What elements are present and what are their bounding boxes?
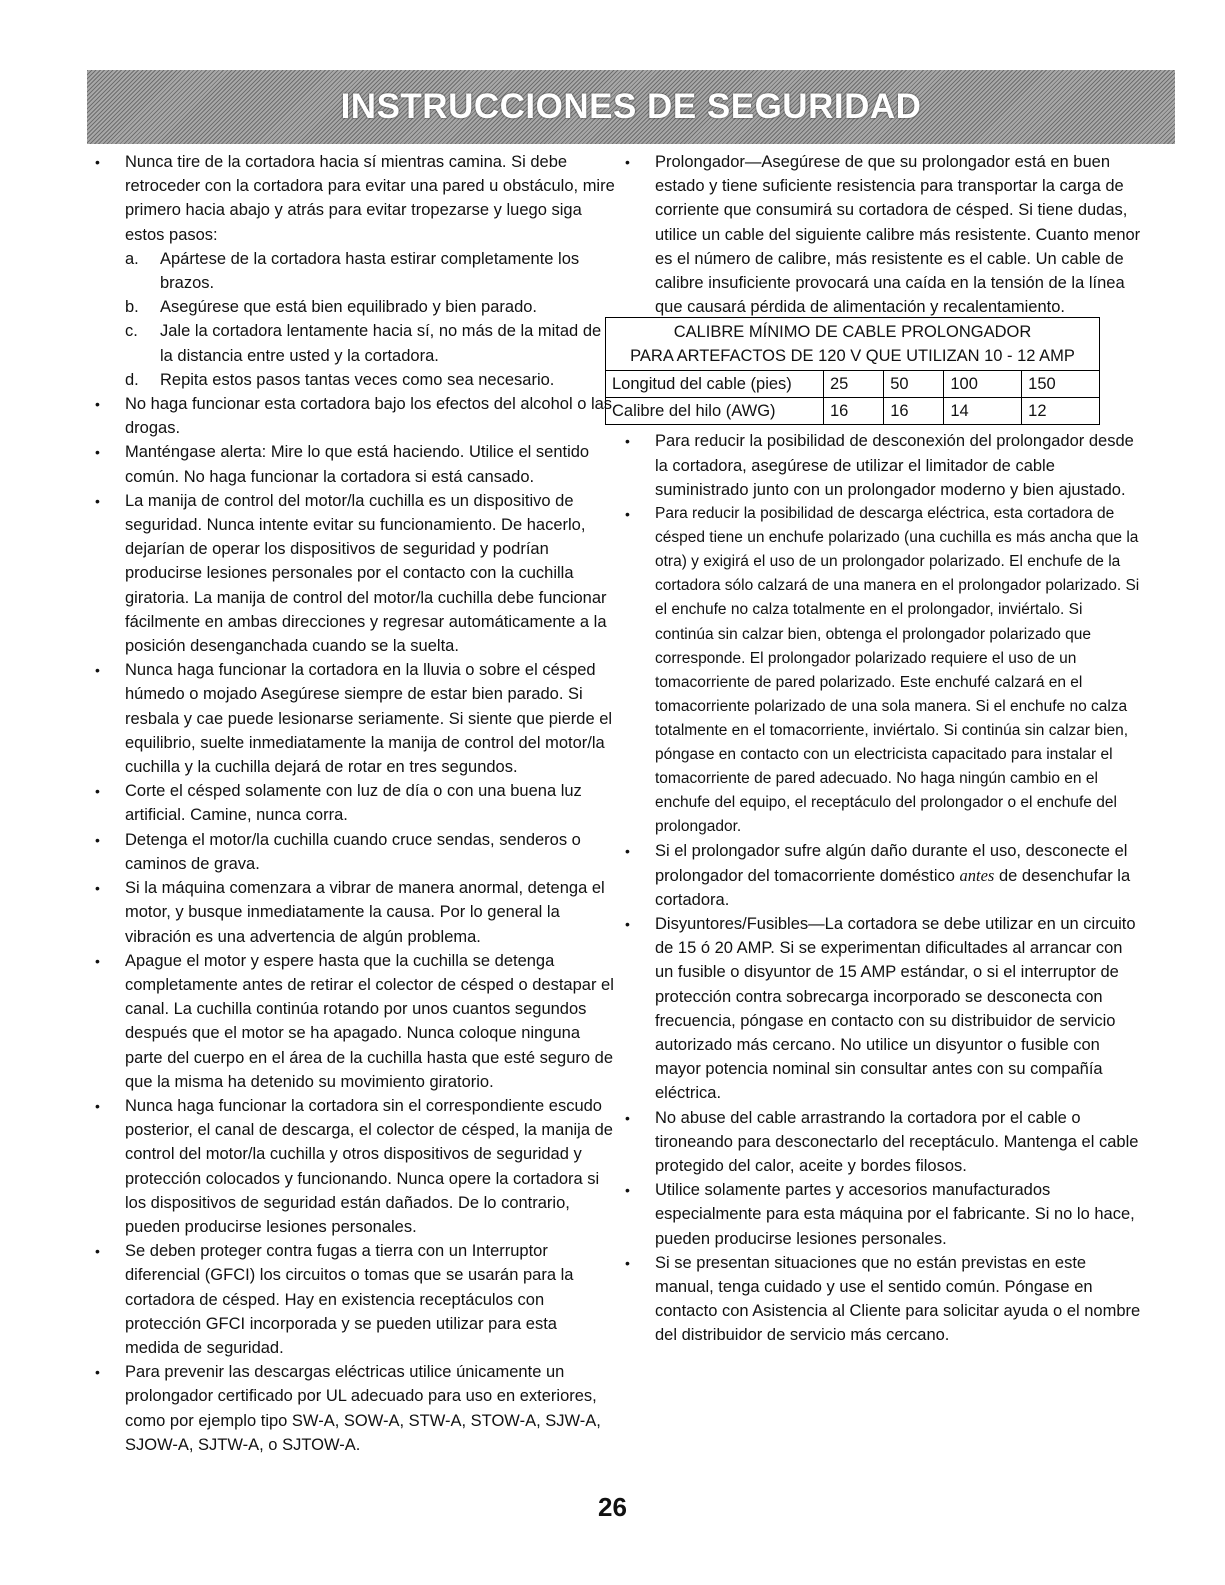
list-item bbox=[95, 150, 615, 392]
table-cell: 100 bbox=[944, 371, 1022, 398]
gauge-table bbox=[605, 370, 1100, 425]
left-column bbox=[95, 150, 615, 1457]
list-item: • Apague el motor y espere hasta que la cuchilla se detenga completamente antes de retirar el colector de césped o destapar el canal. La cuchilla continúa rotando por unos cuantos segundos después que el motor se ha apagado. Nunca coloque ninguna parte del cuerpo en el área de la cuchilla hasta que esté seguro de que la misma ha detenido su movimiento giratorio. bbox=[95, 949, 615, 1094]
row-label: Longitud del cable (pies) bbox=[606, 371, 824, 398]
list-item: • Para reducir la posibilidad de desconexión del prolongador desde la cortadora, asegúrese de utilizar el limitador de cable suministrado junto con un prolongador moderno y bien ajustado. bbox=[625, 429, 1145, 502]
emphasis-text: antes bbox=[959, 865, 995, 885]
table-cell: 16 bbox=[824, 398, 884, 425]
table-row bbox=[606, 398, 1100, 425]
item-text: de desenchufar la cortadora. bbox=[655, 866, 1131, 909]
list-item: • Manténgase alerta: Mire lo que está haciendo. Utilice el sentido común. No haga funcionar la cortadora si está cansado. bbox=[95, 440, 615, 488]
sub-text: Apártese de la cortadora hasta estirar completamente los brazos. bbox=[160, 249, 580, 293]
list-item: • Utilice solamente partes y accesorios manufacturados especialmente para esta máquina por el fabricante. Si no lo hace, pueden producirse lesiones personales. bbox=[625, 1178, 1145, 1251]
list-item: • Para reducir la posibilidad de descarga eléctrica, esta cortadora de césped tiene un enchufe polarizado (una cuchilla es más ancha que la otra) y exigirá el uso de un prolongador polarizado. El enchufe de la cortadora sólo calzará de una manera en el prolongador polarizado. Si el enchufe no calza totalmente en el prolongador, inviértalo. Si continúa sin calzar bien, obtenga el prolongador polarizado que corresponde. El prolongador polarizado requiere el uso de un tomacorriente de pared polarizado. Este enchufé calzará en el tomacorriente polarizado de una sola manera. Si el enchufe no calza totalmente en el tomacorriente, inviértalo. Si continúa sin calzar bien, póngase en contacto con un electricista capacitado para instalar el tomacorriente de pared adecuado. No haga ningún cambio en el enchufe del equipo, el receptáculo del prolongador o el enchufe del prolongador. bbox=[625, 502, 1145, 839]
section-banner bbox=[87, 70, 1175, 144]
safety-list-right bbox=[625, 150, 1145, 319]
list-item: • Se deben proteger contra fugas a tierra con un Interruptor diferencial (GFCI) los circuitos o tomas que se usarán para la cortadora de césped. Hay en existencia receptáculos con protección GFCI incorporada y se pueden utilizar para esta medida de seguridad. bbox=[95, 1239, 615, 1360]
sub-letter: b. bbox=[125, 298, 139, 317]
list-item: • No haga funcionar esta cortadora bajo los efectos del alcohol o las drogas. bbox=[95, 392, 615, 440]
list-item: • La manija de control del motor/la cuchilla es un dispositivo de seguridad. Nunca intente evitar su funcionamiento. De hacerlo, dejarían de operar los dispositivos de seguridad y podrían producirse lesiones personales por el contacto con la cuchilla giratoria. La manija de control del motor/la cuchilla debe funcionar fácilmente en ambas direcciones y regresar automáticamente a la posición desenganchada cuando se la suelta. bbox=[95, 489, 615, 658]
sub-text: Repita estos pasos tantas veces como sea necesario. bbox=[160, 370, 555, 389]
safety-list-right-cont bbox=[625, 429, 1145, 1347]
row-label: Calibre del hilo (AWG) bbox=[606, 398, 824, 425]
list-item: • Detenga el motor/la cuchilla cuando cruce sendas, senderos o caminos de grava. bbox=[95, 828, 615, 876]
item-text: Si el prolongador sufre algún daño durante el uso, desconecte el prolongador del tomacorriente doméstico bbox=[655, 842, 1128, 885]
sub-text: Jale la cortadora lentamente hacia sí, no más de la mitad de la distancia entre usted y la cortadora. bbox=[160, 322, 602, 365]
safety-list-left bbox=[95, 150, 615, 1457]
table-row bbox=[606, 371, 1100, 398]
page-title: INSTRUCCIONES DE SEGURIDAD bbox=[340, 87, 922, 126]
right-column bbox=[612, 150, 1145, 1348]
list-item: • Disyuntores/Fusibles—La cortadora se debe utilizar en un circuito de 15 ó 20 AMP. Si se experimentan dificultades al arrancar con un fusible o disyuntor de 15 AMP estándar, o si el interruptor de protección contra sobrecarga incorporado se desconecta con frecuencia, póngase en contacto con su distribuidor de servicio autorizado más cercano. No utilice un disyuntor o fusible con mayor potencia nominal sin consultar antes con su compañía eléctrica. bbox=[625, 912, 1145, 1106]
table-cell: 50 bbox=[884, 371, 944, 398]
list-item: • Corte el césped solamente con luz de día o con una buena luz artificial. Camine, nunca corra. bbox=[95, 779, 615, 827]
sub-letter: c. bbox=[125, 322, 138, 341]
list-item: • Nunca haga funcionar la cortadora sin el correspondiente escudo posterior, el canal de descarga, el colector de césped, la manija de control del motor/la cuchilla y otros dispositivos de seguridad y protección colocados y funcionando. Nunca opere la cortadora si los dispositivos de seguridad están dañados. De lo contrario, pueden producirse lesiones personales. bbox=[95, 1094, 615, 1239]
table-cell: 25 bbox=[824, 371, 884, 398]
list-item: • No abuse del cable arrastrando la cortadora por el cable o tironeando para desconectarlo del receptáculo. Mantenga el cable protegido del calor, aceite y bordes filosos. bbox=[625, 1106, 1145, 1179]
list-item: • Si la máquina comenzara a vibrar de manera anormal, detenga el motor, y busque inmediatamente la causa. Por lo general la vibración es una advertencia de algún problema. bbox=[95, 876, 615, 949]
table-header bbox=[605, 317, 1100, 370]
sub-item bbox=[125, 368, 615, 392]
list-item: • Para prevenir las descargas eléctricas utilice únicamente un prolongador certificado por UL adecuado para uso en exteriores, como por ejemplo tipo SW-A, SOW-A, STW-A, STOW-A, SJW-A, SJOW-A, SJTW-A, o SJTOW-A. bbox=[95, 1360, 615, 1457]
list-item bbox=[625, 839, 1145, 912]
table-cell: 150 bbox=[1022, 371, 1100, 398]
sub-text: Asegúrese que está bien equilibrado y bien parado. bbox=[160, 298, 538, 317]
table-cell: 12 bbox=[1022, 398, 1100, 425]
table-cell: 16 bbox=[884, 398, 944, 425]
table-title-line1: CALIBRE MÍNIMO DE CABLE PROLONGADOR bbox=[673, 323, 1032, 342]
table-cell: 14 bbox=[944, 398, 1022, 425]
list-item: • Prolongador—Asegúrese de que su prolongador está en buen estado y tiene suficiente resistencia para transportar la carga de corriente que consumirá su cortadora de césped. Si tiene dudas, utilice un cable del siguiente calibre más resistente. Cuanto menor es el número de calibre, más resistente es el cable. Un cable de calibre insuficiente provocará una caída en la tensión de la línea que causará pérdida de alimentación y recalentamiento. bbox=[625, 150, 1145, 319]
page-number: 26 bbox=[598, 1492, 627, 1522]
sub-item bbox=[125, 247, 615, 295]
table-title-line2: PARA ARTEFACTOS DE 120 V QUE UTILIZAN 10 - 12 AMP bbox=[630, 347, 1075, 366]
sub-item bbox=[125, 295, 615, 319]
sub-letter: d. bbox=[125, 370, 139, 389]
list-item: • Si se presentan situaciones que no están previstas en este manual, tenga cuidado y use el sentido común. Póngase en contacto con Asistencia al Cliente para solicitar ayuda o el nombre del distribuidor de servicio más cercano. bbox=[625, 1251, 1145, 1348]
list-item: • Nunca haga funcionar la cortadora en la lluvia o sobre el césped húmedo o mojado Asegúrese siempre de estar bien parado. Si resbala y cae puede lesionarse seriamente. Si siente que pierde el equilibrio, suelte inmediatamente la manija de control del motor/la cuchilla y la cuchilla dejará de rotar en tres segundos. bbox=[95, 658, 615, 779]
sub-list bbox=[125, 247, 615, 392]
sub-letter: a. bbox=[125, 249, 139, 268]
bullet-text: Nunca tire de la cortadora hacia sí mientras camina. Si debe retroceder con la cortadora para evitar una pared u obstáculo, mire primero hacia abajo y atrás para evitar tropezarse y luego siga estos pasos: bbox=[125, 153, 615, 244]
cable-gauge-table bbox=[605, 317, 1100, 425]
sub-item bbox=[125, 319, 615, 367]
